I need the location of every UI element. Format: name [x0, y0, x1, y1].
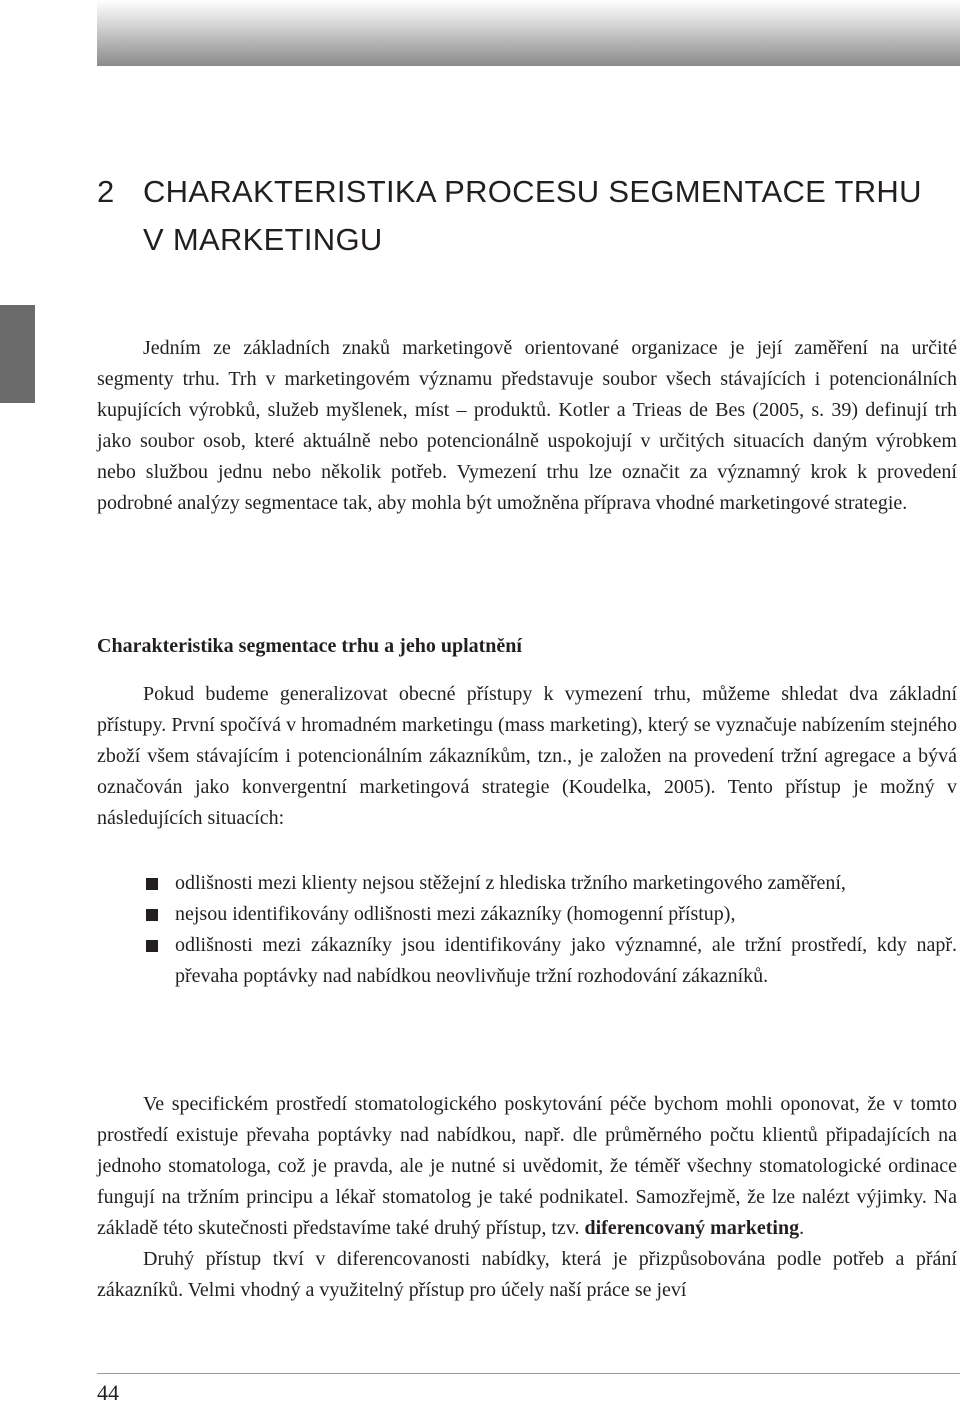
list-item: [146, 868, 957, 899]
chapter-side-tab: [0, 305, 35, 403]
chapter-title-line1: CHARAKTERISTIKA PROCESU SEGMENTACE TRHU: [143, 174, 922, 209]
paragraphs-3-4: [97, 1089, 957, 1306]
section-heading: Charakteristika segmentace trhu a jeho uplatnění: [97, 635, 522, 657]
list-item-text: odlišnosti mezi zákazníky jsou identifikovány jako významné, ale tržní prostředí, kdy např. převaha poptávky nad nabídkou neovlivňuje tržní rozhodování zákazníků.: [175, 934, 957, 987]
square-bullet-icon: [146, 878, 158, 890]
chapter-heading: [97, 168, 947, 264]
footer-rule: [97, 1373, 960, 1374]
chapter-title-line2: V MARKETINGU: [143, 222, 383, 257]
paragraph-2: Pokud budeme generalizovat obecné přístupy k vymezení trhu, můžeme shledat dva základní přístupy. První spočívá v hromadném marketingu (mass marketing), který se vyznačuje nabízením stejného zboží všem stávajícím i potencionálním zákazníkům, tzn., je založen na provedení tržní agregace a bývá označován jako konvergentní marketingová strategie (Koudelka, 2005). Tento přístup je možný v následujících situacích:: [97, 683, 957, 829]
paragraph-4: Druhý přístup tkví v diferencovanosti nabídky, která je přizpůsobována podle potřeb a přání zákazníků. Velmi vhodný a využitelný přístup pro účely naší práce se jeví: [97, 1248, 957, 1301]
square-bullet-icon: [146, 940, 158, 952]
list-item: [146, 899, 957, 930]
paragraph-3: [97, 1089, 957, 1244]
paragraph-3-text: Ve specifickém prostředí stomatologického poskytování péče bychom mohli oponovat, že v tomto prostředí existuje převaha poptávky nad nabídkou, např. dle průměrného počtu klientů připadajících na jednoho stomatologa, což je pravda, ale je nutné si uvědomit, že téměř všechny stomatologické ordinace fungují na tržním principu a lékař stomatolog je také podnikatel. Samozřejmě, že lze nalézt výjimky. Na základě této skutečnosti představíme také druhý přístup, tzv.: [97, 1093, 957, 1239]
paragraph-3-bold-term: diferencovaný marketing: [584, 1217, 800, 1239]
list-item-text: odlišnosti mezi klienty nejsou stěžejní z hlediska tržního marketingového zaměření,: [175, 872, 846, 894]
list-item-text: nejsou identifikovány odlišnosti mezi zákazníky (homogenní přístup),: [175, 903, 736, 925]
square-bullet-icon: [146, 909, 158, 921]
list-item: [146, 930, 957, 992]
bullet-list: [146, 868, 957, 992]
paragraph-1: Jedním ze základních znaků marketingově orientované organizace je její zaměření na určité segmenty trhu. Trh v marketingovém významu představuje soubor všech stávajících i potencionálních kupujících výrobků, služeb myšlenek, míst – produktů. Kotler a Trieas de Bes (2005, s. 39) definují trh jako soubor osob, které aktuálně nebo potencionálně uspokojují v určitých situacích daným výrobkem nebo službou jednu nebo několik potřeb. Vymezení trhu lze označit za významný krok k provedení podrobné analýzy segmentace tak, aby mohla být umožněna příprava vhodné marketingové strategie.: [97, 337, 957, 514]
chapter-number: 2: [97, 174, 115, 209]
paragraph-3-end: .: [799, 1217, 805, 1239]
header-bar: [97, 0, 960, 66]
page-number: 44: [97, 1380, 119, 1405]
